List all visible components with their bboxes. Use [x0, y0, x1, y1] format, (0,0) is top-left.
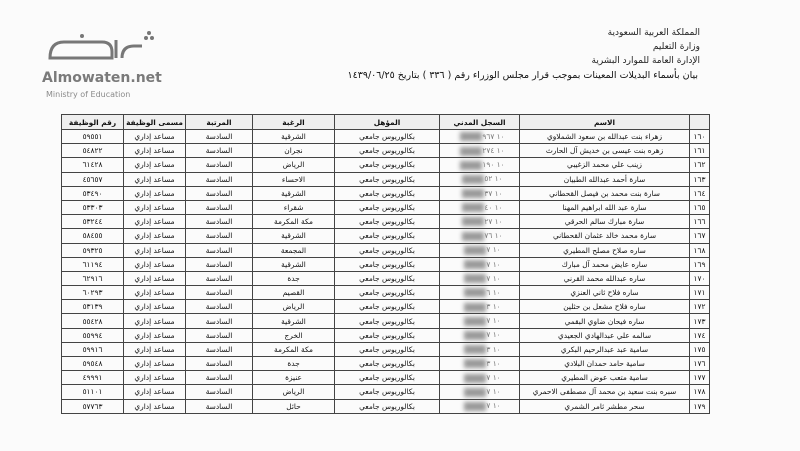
row-grade: السادسة: [186, 130, 253, 144]
row-index: ١٧٤: [690, 328, 710, 342]
table-row: [62, 271, 710, 285]
row-preference: الرياض: [253, 158, 335, 172]
row-job-number: ٤٥٦٥٧: [62, 172, 124, 186]
row-name: سامية متعب عوض المطيري: [520, 371, 690, 385]
row-qualification: بكالوريوس جامعي: [335, 271, 440, 285]
row-grade: السادسة: [186, 357, 253, 371]
row-civil-id: [440, 186, 520, 200]
redaction-mark: [462, 175, 484, 184]
row-preference: الشرقية: [253, 130, 335, 144]
civil-id-text: ١٠ ٢٧٤: [482, 146, 505, 156]
appointees-table: [61, 114, 710, 414]
row-civil-id: [440, 130, 520, 144]
header-job-title: مسمى الوظيفة: [124, 115, 186, 130]
header-index: [690, 115, 710, 130]
row-job-title: مساعد إداري: [124, 257, 186, 271]
document-title: بيان بأسماء البديلات المعينات بموجب قرار مجلس الوزراء رقم ( ٣٣٦ ) بتاريخ ١٤٣٩/٠٦/٢٥: [347, 70, 698, 81]
row-civil-id: [440, 257, 520, 271]
row-job-title: مساعد إداري: [124, 130, 186, 144]
row-index: ١٧٥: [690, 342, 710, 356]
table-row: [62, 314, 710, 328]
row-index: ١٦٤: [690, 186, 710, 200]
table-header-row: [62, 115, 710, 130]
row-job-title: مساعد إداري: [124, 186, 186, 200]
table-row: [62, 257, 710, 271]
row-name: ساره فلاح ثاني العنزي: [520, 286, 690, 300]
civil-id-text: ١٠ ٣٧: [484, 188, 503, 198]
row-job-number: ٥٩٥٤٨: [62, 357, 124, 371]
logo-wordmark: Almowaten.net: [42, 70, 162, 86]
table-row: [62, 130, 710, 144]
row-grade: السادسة: [186, 186, 253, 200]
row-grade: السادسة: [186, 257, 253, 271]
row-index: ١٦٢: [690, 158, 710, 172]
table-body: [62, 130, 710, 414]
row-job-number: ٥١١٠١: [62, 385, 124, 399]
redaction-mark: [464, 331, 486, 340]
row-qualification: بكالوريوس جامعي: [335, 130, 440, 144]
table-row: [62, 144, 710, 158]
row-index: ١٧٩: [690, 399, 710, 413]
row-preference: الشرقية: [253, 314, 335, 328]
table-row: [62, 215, 710, 229]
row-qualification: بكالوريوس جامعي: [335, 286, 440, 300]
row-index: ١٦٠: [690, 130, 710, 144]
row-index: ١٦٣: [690, 172, 710, 186]
row-name: سامية عبد عبدالرحيم البكري: [520, 342, 690, 356]
row-name: سامية حامد حمدان البلادي: [520, 357, 690, 371]
row-index: ١٧٣: [690, 314, 710, 328]
row-qualification: بكالوريوس جامعي: [335, 243, 440, 257]
row-index: ١٧٨: [690, 385, 710, 399]
row-preference: الشرقية: [253, 257, 335, 271]
row-civil-id: [440, 229, 520, 243]
row-grade: السادسة: [186, 158, 253, 172]
header-preference: الرغبة: [253, 115, 335, 130]
row-name: سالمه علي عبدالهادي الجعيدي: [520, 328, 690, 342]
row-preference: الاحساء: [253, 172, 335, 186]
row-name: سارة بنت محمد بن فيصل القحطاني: [520, 186, 690, 200]
redaction-mark: [462, 232, 484, 241]
table-row: [62, 300, 710, 314]
civil-id-text: ١٠ ٣: [486, 358, 501, 368]
row-qualification: بكالوريوس جامعي: [335, 342, 440, 356]
row-qualification: بكالوريوس جامعي: [335, 328, 440, 342]
redaction-mark: [460, 147, 482, 156]
row-civil-id: [440, 243, 520, 257]
row-name: سارة أحمد عبدالله الطبيان: [520, 172, 690, 186]
row-job-title: مساعد إداري: [124, 357, 186, 371]
row-preference: مكة المكرمة: [253, 215, 335, 229]
redaction-mark: [462, 189, 484, 198]
row-job-number: ٥٣٤٩٠: [62, 186, 124, 200]
redaction-mark: [460, 132, 482, 141]
row-name: ساره عبدالله محمد القرني: [520, 271, 690, 285]
row-job-number: ٦٢٩١٦: [62, 271, 124, 285]
row-job-number: ٤٩٩٩١: [62, 371, 124, 385]
row-index: ١٧٢: [690, 300, 710, 314]
civil-id-text: ١٠ ٥٢: [484, 174, 503, 184]
redaction-mark: [464, 345, 486, 354]
row-index: ١٦٦: [690, 215, 710, 229]
row-civil-id: [440, 271, 520, 285]
row-job-title: مساعد إداري: [124, 172, 186, 186]
row-name: زهره بنت عيسى بن خديش آل الحارث: [520, 144, 690, 158]
civil-id-text: ١٠ ٧: [486, 273, 501, 283]
table-row: [62, 158, 710, 172]
row-qualification: بكالوريوس جامعي: [335, 186, 440, 200]
civil-id-text: ١٠ ٧: [486, 373, 501, 383]
table-row: [62, 371, 710, 385]
row-job-title: مساعد إداري: [124, 144, 186, 158]
row-job-title: مساعد إداري: [124, 371, 186, 385]
almowaten-logo: [42, 30, 172, 100]
table-row: [62, 200, 710, 214]
row-preference: الرياض: [253, 385, 335, 399]
row-index: ١٦٧: [690, 229, 710, 243]
row-name: زينب علي محمد الزغيبي: [520, 158, 690, 172]
redaction-mark: [464, 402, 486, 411]
redaction-mark: [464, 317, 486, 326]
row-grade: السادسة: [186, 215, 253, 229]
redaction-mark: [464, 246, 486, 255]
row-preference: جدة: [253, 271, 335, 285]
row-job-title: مساعد إداري: [124, 215, 186, 229]
row-qualification: بكالوريوس جامعي: [335, 257, 440, 271]
redaction-mark: [460, 161, 482, 170]
row-job-number: ٥٨٤٥٥: [62, 229, 124, 243]
civil-id-text: ١٠ ٦: [486, 287, 501, 297]
row-grade: السادسة: [186, 172, 253, 186]
row-index: ١٦٥: [690, 200, 710, 214]
civil-id-text: ١٠ ٩٦٧: [482, 131, 505, 141]
row-name: سارة مبارك سالم الحرقي: [520, 215, 690, 229]
row-name: سبره بنت سعيد بن محمد آل مصطفى الاحمري: [520, 385, 690, 399]
row-civil-id: [440, 328, 520, 342]
row-civil-id: [440, 371, 520, 385]
row-index: ١٧٠: [690, 271, 710, 285]
row-job-number: ٥٩٥٥١: [62, 130, 124, 144]
civil-id-text: ١٠ ٣: [486, 302, 501, 312]
redaction-mark: [464, 288, 486, 297]
row-preference: الشرقية: [253, 186, 335, 200]
civil-id-text: ١٠ ٧: [486, 245, 501, 255]
row-civil-id: [440, 215, 520, 229]
row-preference: مكة المكرمة: [253, 342, 335, 356]
row-name: ساره فلاح مشعل بن حثلين: [520, 300, 690, 314]
row-civil-id: [440, 357, 520, 371]
redaction-mark: [462, 217, 484, 226]
row-index: ١٧٦: [690, 357, 710, 371]
row-name: سحر مطشر ثامر الشمري: [520, 399, 690, 413]
row-job-title: مساعد إداري: [124, 314, 186, 328]
table-row: [62, 186, 710, 200]
table-row: [62, 385, 710, 399]
row-preference: عنيزة: [253, 371, 335, 385]
row-job-title: مساعد إداري: [124, 286, 186, 300]
row-job-number: ٥٣١٣٩: [62, 300, 124, 314]
row-preference: القصيم: [253, 286, 335, 300]
logo-subtitle: Ministry of Education: [46, 90, 131, 99]
header-qualification: المؤهل: [335, 115, 440, 130]
header-civil-id: السجل المدني: [440, 115, 520, 130]
row-preference: جدة: [253, 357, 335, 371]
table-row: [62, 286, 710, 300]
row-grade: السادسة: [186, 200, 253, 214]
row-grade: السادسة: [186, 342, 253, 356]
civil-id-text: ١٠ ٤٠: [484, 202, 503, 212]
row-name: سارة عبد الله ابراهيم المهنا: [520, 200, 690, 214]
row-grade: السادسة: [186, 271, 253, 285]
civil-id-text: ١٠ ٢٧: [484, 216, 503, 226]
letterhead: [592, 26, 700, 68]
row-grade: السادسة: [186, 144, 253, 158]
table-row: [62, 229, 710, 243]
row-grade: السادسة: [186, 243, 253, 257]
row-qualification: بكالوريوس جامعي: [335, 399, 440, 413]
civil-id-text: ١٠ ٧: [486, 259, 501, 269]
row-preference: المجمعة: [253, 243, 335, 257]
row-civil-id: [440, 399, 520, 413]
table-row: [62, 328, 710, 342]
redaction-mark: [462, 203, 484, 212]
redaction-mark: [464, 303, 486, 312]
row-qualification: بكالوريوس جامعي: [335, 314, 440, 328]
header-job-number: رقم الوظيفة: [62, 115, 124, 130]
row-qualification: بكالوريوس جامعي: [335, 385, 440, 399]
row-qualification: بكالوريوس جامعي: [335, 229, 440, 243]
row-name: ساره عايض محمد آل مبارك: [520, 257, 690, 271]
row-job-number: ٥٩٩١٦: [62, 342, 124, 356]
row-job-title: مساعد إداري: [124, 300, 186, 314]
row-index: ١٦٩: [690, 257, 710, 271]
row-preference: نجران: [253, 144, 335, 158]
civil-id-text: ١٠ ١٩٠: [482, 160, 505, 170]
row-grade: السادسة: [186, 229, 253, 243]
table-row: [62, 172, 710, 186]
civil-id-text: ١٠ ٧: [486, 387, 501, 397]
row-civil-id: [440, 158, 520, 172]
redaction-mark: [464, 374, 486, 383]
row-job-title: مساعد إداري: [124, 200, 186, 214]
letterhead-line-3: الإدارة العامة للموارد البشرية: [591, 56, 700, 66]
row-preference: حائل: [253, 399, 335, 413]
row-job-title: مساعد إداري: [124, 243, 186, 257]
row-job-title: مساعد إداري: [124, 342, 186, 356]
row-job-number: ٥٥٤٢٨: [62, 314, 124, 328]
row-civil-id: [440, 300, 520, 314]
redaction-mark: [464, 388, 486, 397]
row-grade: السادسة: [186, 300, 253, 314]
row-civil-id: [440, 144, 520, 158]
civil-id-text: ١٠ ٣: [486, 344, 501, 354]
row-job-number: ٥٣٢٤٤: [62, 215, 124, 229]
table-row: [62, 243, 710, 257]
row-index: ١٦٨: [690, 243, 710, 257]
row-preference: الشرقية: [253, 229, 335, 243]
row-preference: الخرج: [253, 328, 335, 342]
row-grade: السادسة: [186, 328, 253, 342]
header-grade: المرتبة: [186, 115, 253, 130]
row-job-title: مساعد إداري: [124, 399, 186, 413]
table-row: [62, 357, 710, 371]
row-qualification: بكالوريوس جامعي: [335, 371, 440, 385]
row-qualification: بكالوريوس جامعي: [335, 144, 440, 158]
row-index: ١٧٧: [690, 371, 710, 385]
row-grade: السادسة: [186, 385, 253, 399]
row-preference: الرياض: [253, 300, 335, 314]
row-job-number: ٥٣٣٠٣: [62, 200, 124, 214]
row-grade: السادسة: [186, 371, 253, 385]
row-index: ١٧١: [690, 286, 710, 300]
row-preference: شقراء: [253, 200, 335, 214]
row-civil-id: [440, 286, 520, 300]
row-qualification: بكالوريوس جامعي: [335, 215, 440, 229]
row-job-title: مساعد إداري: [124, 158, 186, 172]
row-qualification: بكالوريوس جامعي: [335, 357, 440, 371]
civil-id-text: ١٠ ٧: [486, 330, 501, 340]
row-job-number: ٥٧٧٦٣: [62, 399, 124, 413]
row-job-title: مساعد إداري: [124, 229, 186, 243]
row-qualification: بكالوريوس جامعي: [335, 300, 440, 314]
row-qualification: بكالوريوس جامعي: [335, 172, 440, 186]
row-civil-id: [440, 200, 520, 214]
letterhead-line-2: وزارة التعليم: [652, 42, 700, 52]
row-job-title: مساعد إداري: [124, 385, 186, 399]
row-civil-id: [440, 385, 520, 399]
row-job-number: ٦٠٢٩٣: [62, 286, 124, 300]
row-job-number: ٥٥٩٩٤: [62, 328, 124, 342]
civil-id-text: ١٠ ٧: [486, 401, 501, 411]
table-row: [62, 342, 710, 356]
row-index: ١٦١: [690, 144, 710, 158]
redaction-mark: [464, 260, 486, 269]
row-civil-id: [440, 172, 520, 186]
row-job-number: ٥٩٣٢٥: [62, 243, 124, 257]
row-grade: السادسة: [186, 399, 253, 413]
row-job-number: ٥٤٨٢٢: [62, 144, 124, 158]
row-job-number: ٦١٤٢٨: [62, 158, 124, 172]
row-job-title: مساعد إداري: [124, 328, 186, 342]
row-civil-id: [440, 342, 520, 356]
row-job-title: مساعد إداري: [124, 271, 186, 285]
row-name: سارة محمد خالد عثمان القحطاني: [520, 229, 690, 243]
row-name: زهراء بنت عبدالله بن سعود الشملاوي: [520, 130, 690, 144]
letterhead-line-1: المملكة العربية السعودية: [607, 28, 700, 38]
header-name: الاسم: [520, 115, 690, 130]
row-name: ساره فيحان ضاوي البقمي: [520, 314, 690, 328]
row-grade: السادسة: [186, 314, 253, 328]
row-job-number: ٦١١٩٤: [62, 257, 124, 271]
civil-id-text: ١٠ ٧٦: [484, 231, 503, 241]
row-civil-id: [440, 314, 520, 328]
row-grade: السادسة: [186, 286, 253, 300]
row-qualification: بكالوريوس جامعي: [335, 158, 440, 172]
civil-id-text: ١٠ ٧: [486, 316, 501, 326]
redaction-mark: [464, 359, 486, 368]
row-name: ساره صلاح مصلح المطيري: [520, 243, 690, 257]
row-qualification: بكالوريوس جامعي: [335, 200, 440, 214]
table-row: [62, 399, 710, 413]
redaction-mark: [464, 274, 486, 283]
logo-mark-icon: [42, 30, 162, 70]
